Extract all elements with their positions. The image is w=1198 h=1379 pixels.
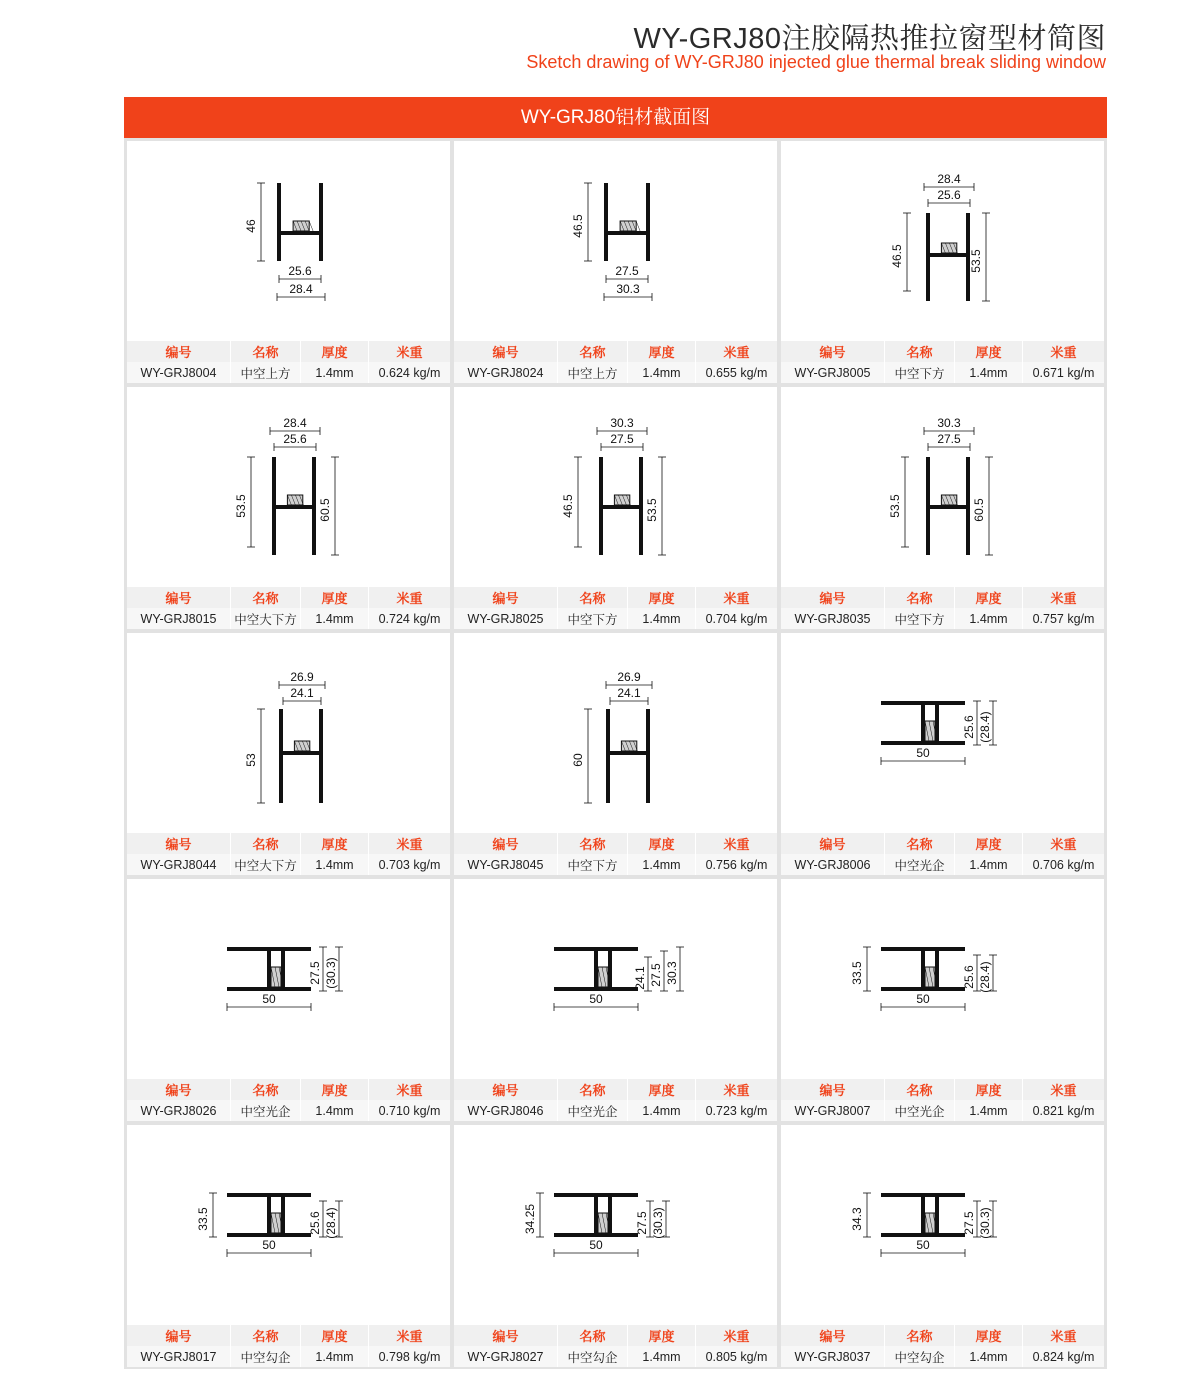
profile-section [227,947,311,991]
spec-header-name: 名称 [558,833,628,854]
spec-header-thickness: 厚度 [301,1325,369,1346]
profile-weight: 0.821 kg/m [1023,1100,1104,1121]
thermal-strip [941,243,956,253]
spec-header-thickness: 厚度 [628,1079,696,1100]
profile-weight: 0.706 kg/m [1023,854,1104,875]
dimension-label: 53.5 [969,249,983,273]
spec-header-code: 编号 [781,587,885,608]
profile-card [454,1125,777,1367]
spec-header-weight: 米重 [1050,591,1077,606]
profile-card [781,879,1104,1121]
thermal-strip [614,495,629,505]
profile-weight: 0.655 kg/m [696,362,777,383]
profile-thickness: 1.4mm [301,1100,369,1121]
dimension-label: (28.4) [978,961,992,993]
dimension-label: 50 [916,746,930,760]
spec-header-thickness: 厚度 [628,833,696,854]
dimension-label: 60.5 [318,498,332,522]
cross-section-svg [454,1125,777,1325]
spec-header-weight: 米重 [1050,1083,1077,1098]
dimension-label: 33.5 [850,961,864,985]
spec-header-code: 编号 [781,1325,885,1346]
spec-table [127,1079,450,1121]
spec-header-code: 编号 [454,587,558,608]
spec-table [781,1079,1104,1121]
dimension-label: 34.25 [523,1203,537,1235]
profile-name: 中空大下方 [231,854,301,875]
spec-header-thickness: 厚度 [628,341,696,362]
spec-table [454,1325,777,1367]
spec-table [454,833,777,875]
dimension-label: 34.3 [850,1207,864,1231]
profile-code: WY-GRJ8026 [127,1100,231,1121]
profile-weight: 0.756 kg/m [696,854,777,875]
profile-drawing [127,633,450,833]
profile-thickness: 1.4mm [955,1346,1023,1367]
profile-card [127,1125,450,1367]
dimension-label: 26.9 [617,670,641,684]
spec-header-name: 名称 [558,341,628,362]
dimension-label: 27.5 [635,1211,649,1235]
spec-header-name: 名称 [558,587,628,608]
profile-code: WY-GRJ8005 [781,362,885,383]
dimension-label: 30.3 [937,416,961,430]
dimension-label: 50 [589,992,603,1006]
spec-header-name: 名称 [231,833,301,854]
dimension-label: 50 [916,992,930,1006]
cross-section-svg [781,879,1104,1079]
profile-name: 中空勾企 [885,1346,955,1367]
profile-thickness: 1.4mm [628,1100,696,1121]
profile-name: 中空勾企 [558,1346,628,1367]
spec-header-name: 名称 [231,587,301,608]
profile-code: WY-GRJ8037 [781,1346,885,1367]
dimension-label: 25.6 [283,432,307,446]
profile-drawing [781,633,1104,833]
profile-thickness: 1.4mm [301,1346,369,1367]
cross-section-svg [454,387,777,587]
profile-section [279,709,323,803]
profile-code: WY-GRJ8024 [454,362,558,383]
spec-header-weight: 米重 [396,1329,423,1344]
dimension-label: 30.3 [616,282,640,296]
profile-code: WY-GRJ8025 [454,608,558,629]
dimension-label: 30.3 [610,416,634,430]
spec-table [781,1325,1104,1367]
thermal-strip [293,221,309,231]
spec-table [127,587,450,629]
spec-table [781,341,1104,383]
profile-thickness: 1.4mm [628,1346,696,1367]
profile-thickness: 1.4mm [301,608,369,629]
dimension-label: 26.9 [290,670,314,684]
dimension-label: 46.5 [890,244,904,268]
dimension-label: 25.6 [308,1211,322,1235]
cross-section-svg [454,141,777,341]
profile-weight: 0.724 kg/m [369,608,450,629]
spec-table [454,587,777,629]
spec-table [454,1079,777,1121]
dimension-label: 28.4 [937,172,961,186]
spec-table [781,587,1104,629]
thermal-strip [941,495,956,505]
spec-header-weight: 米重 [396,837,423,852]
profile-name: 中空下方 [885,608,955,629]
profile-code: WY-GRJ8045 [454,854,558,875]
spec-header-weight: 米重 [723,591,750,606]
dimension-label: 27.5 [308,961,322,985]
spec-table [127,833,450,875]
profile-card [454,879,777,1121]
profile-code: WY-GRJ8044 [127,854,231,875]
spec-header-thickness: 厚度 [955,587,1023,608]
dimension-label: 27.5 [962,1211,976,1235]
profile-code: WY-GRJ8004 [127,362,231,383]
profile-code: WY-GRJ8017 [127,1346,231,1367]
dimension-label: 53.5 [888,494,902,518]
profile-drawing [454,387,777,587]
spec-header-name: 名称 [885,1079,955,1100]
profile-section [881,947,965,991]
spec-header-thickness: 厚度 [301,587,369,608]
dimension-label: 53 [244,753,258,767]
page-subtitle: Sketch drawing of WY-GRJ80 injected glue thermal break sliding window [526,52,1106,72]
spec-header-code: 编号 [127,341,231,362]
dimension-label: 50 [262,1238,276,1252]
profile-weight: 0.671 kg/m [1023,362,1104,383]
profile-weight: 0.805 kg/m [696,1346,777,1367]
profile-name: 中空下方 [558,854,628,875]
spec-table [127,1325,450,1367]
profile-thickness: 1.4mm [628,362,696,383]
dimension-label: 24.1 [617,686,641,700]
profile-card [127,633,450,875]
profile-drawing [454,1125,777,1325]
profile-card [127,141,450,383]
profile-code: WY-GRJ8027 [454,1346,558,1367]
spec-header-name: 名称 [231,341,301,362]
spec-header-weight: 米重 [396,345,423,360]
spec-header-name: 名称 [558,1079,628,1100]
cross-section-svg [781,141,1104,341]
dimension-label: (28.4) [324,1207,338,1239]
spec-header-code: 编号 [454,1325,558,1346]
cross-section-svg [781,1125,1104,1325]
spec-header-weight: 米重 [1050,345,1077,360]
dimension-label: 27.5 [610,432,634,446]
spec-table [781,833,1104,875]
profile-section [554,947,638,991]
profile-thickness: 1.4mm [301,854,369,875]
profile-drawing [127,387,450,587]
profile-drawing [781,879,1104,1079]
dimension-label: 53.5 [645,498,659,522]
spec-header-weight: 米重 [1050,1329,1077,1344]
profile-name: 中空上方 [558,362,628,383]
cross-section-svg [454,879,777,1079]
spec-header-name: 名称 [885,833,955,854]
dimension-label: 60.5 [972,498,986,522]
spec-header-thickness: 厚度 [955,833,1023,854]
profile-card [454,387,777,629]
spec-header-code: 编号 [454,1079,558,1100]
cross-section-svg [127,633,450,833]
cross-section-svg [781,633,1104,833]
dimension-label: 28.4 [289,282,313,296]
profile-name: 中空光企 [231,1100,301,1121]
spec-header-weight: 米重 [396,591,423,606]
profile-name: 中空光企 [558,1100,628,1121]
dimension-label: 50 [589,1238,603,1252]
profile-drawing [781,387,1104,587]
profile-section [881,1193,965,1237]
profile-weight: 0.624 kg/m [369,362,450,383]
spec-table [127,341,450,383]
profile-name: 中空大下方 [231,608,301,629]
profile-section [277,183,323,261]
spec-header-code: 编号 [127,587,231,608]
spec-header-name: 名称 [558,1325,628,1346]
spec-header-code: 编号 [781,1079,885,1100]
profile-drawing [127,879,450,1079]
profile-drawing [454,633,777,833]
profile-section [272,457,316,555]
profile-section [926,213,970,301]
profile-card [781,633,1104,875]
profile-thickness: 1.4mm [955,1100,1023,1121]
dimension-label: 28.4 [283,416,307,430]
profile-section [599,457,643,555]
profile-name: 中空上方 [231,362,301,383]
profile-weight: 0.723 kg/m [696,1100,777,1121]
profile-card [781,1125,1104,1367]
profile-card [127,387,450,629]
profile-card [127,879,450,1121]
profile-section [606,709,650,803]
thermal-strip [620,221,636,231]
dimension-label: 46 [244,219,258,233]
thermal-strip [294,741,309,751]
spec-header-weight: 米重 [723,1083,750,1098]
profile-thickness: 1.4mm [955,362,1023,383]
spec-header-weight: 米重 [723,345,750,360]
profile-drawing [781,141,1104,341]
dimension-label: 46.5 [571,214,585,238]
spec-header-thickness: 厚度 [955,1079,1023,1100]
thermal-strip [287,495,302,505]
profile-name: 中空下方 [558,608,628,629]
profile-code: WY-GRJ8046 [454,1100,558,1121]
dimension-label: (30.3) [324,957,338,989]
dimension-label: 60 [571,753,585,767]
dimension-label: 25.6 [937,188,961,202]
profile-grid [124,138,1107,1369]
spec-table [454,341,777,383]
profile-section [227,1193,311,1237]
profile-name: 中空下方 [885,362,955,383]
profile-thickness: 1.4mm [628,608,696,629]
dimension-label: 33.5 [196,1207,210,1231]
profile-code: WY-GRJ8015 [127,608,231,629]
cross-section-svg [127,1125,450,1325]
dimension-label: 25.6 [962,965,976,989]
dimension-label: 27.5 [649,963,663,987]
dimension-label: 27.5 [615,264,639,278]
dimension-label: 30.3 [665,961,679,985]
profile-drawing [454,879,777,1079]
profile-drawing [781,1125,1104,1325]
cross-section-svg [127,141,450,341]
spec-header-name: 名称 [885,1325,955,1346]
profile-weight: 0.824 kg/m [1023,1346,1104,1367]
profile-card [454,141,777,383]
profile-thickness: 1.4mm [955,854,1023,875]
profile-name: 中空勾企 [231,1346,301,1367]
profile-weight: 0.704 kg/m [696,608,777,629]
dimension-label: 50 [262,992,276,1006]
dimension-label: 24.1 [290,686,314,700]
spec-header-thickness: 厚度 [628,1325,696,1346]
profile-section [554,1193,638,1237]
profile-section [604,183,650,261]
spec-header-thickness: 厚度 [955,1325,1023,1346]
cross-section-svg [127,387,450,587]
profile-weight: 0.757 kg/m [1023,608,1104,629]
profile-thickness: 1.4mm [955,608,1023,629]
spec-header-thickness: 厚度 [301,1079,369,1100]
profile-card [454,633,777,875]
spec-header-name: 名称 [885,341,955,362]
spec-header-weight: 米重 [723,837,750,852]
profile-drawing [127,1125,450,1325]
spec-header-code: 编号 [127,1079,231,1100]
spec-header-thickness: 厚度 [955,341,1023,362]
dimension-label: (28.4) [978,711,992,743]
profile-weight: 0.798 kg/m [369,1346,450,1367]
spec-header-code: 编号 [127,833,231,854]
spec-header-name: 名称 [231,1079,301,1100]
spec-header-name: 名称 [231,1325,301,1346]
cross-section-svg [127,879,450,1079]
profile-section [881,701,965,745]
profile-name: 中空光企 [885,1100,955,1121]
spec-header-name: 名称 [885,587,955,608]
spec-header-weight: 米重 [396,1083,423,1098]
dimension-label: (30.3) [651,1207,665,1239]
profile-card [781,387,1104,629]
dimension-label: 27.5 [937,432,961,446]
profile-code: WY-GRJ8035 [781,608,885,629]
profile-thickness: 1.4mm [628,854,696,875]
profile-code: WY-GRJ8007 [781,1100,885,1121]
thermal-strip [621,741,636,751]
dimension-label: 50 [916,1238,930,1252]
cross-section-svg [454,633,777,833]
profile-thickness: 1.4mm [301,362,369,383]
spec-header-code: 编号 [781,341,885,362]
spec-header-thickness: 厚度 [301,341,369,362]
profile-weight: 0.703 kg/m [369,854,450,875]
dimension-label: 25.6 [288,264,312,278]
dimension-label: 53.5 [234,494,248,518]
dimension-label: 46.5 [561,494,575,518]
section-banner: WY-GRJ80铝材截面图 [124,97,1107,138]
spec-header-code: 编号 [454,833,558,854]
dimension-label: 25.6 [962,715,976,739]
spec-header-code: 编号 [127,1325,231,1346]
profile-drawing [454,141,777,341]
page-title: WY-GRJ80注胶隔热推拉窗型材简图 [633,23,1106,55]
profile-drawing [127,141,450,341]
cross-section-svg [781,387,1104,587]
dimension-label: (30.3) [978,1207,992,1239]
profile-code: WY-GRJ8006 [781,854,885,875]
spec-header-thickness: 厚度 [628,587,696,608]
spec-header-weight: 米重 [723,1329,750,1344]
spec-header-weight: 米重 [1050,837,1077,852]
profile-weight: 0.710 kg/m [369,1100,450,1121]
spec-header-thickness: 厚度 [301,833,369,854]
profile-name: 中空光企 [885,854,955,875]
profile-section [926,457,970,555]
dimension-label: 24.1 [633,966,647,990]
profile-card [781,141,1104,383]
spec-header-code: 编号 [454,341,558,362]
spec-header-code: 编号 [781,833,885,854]
